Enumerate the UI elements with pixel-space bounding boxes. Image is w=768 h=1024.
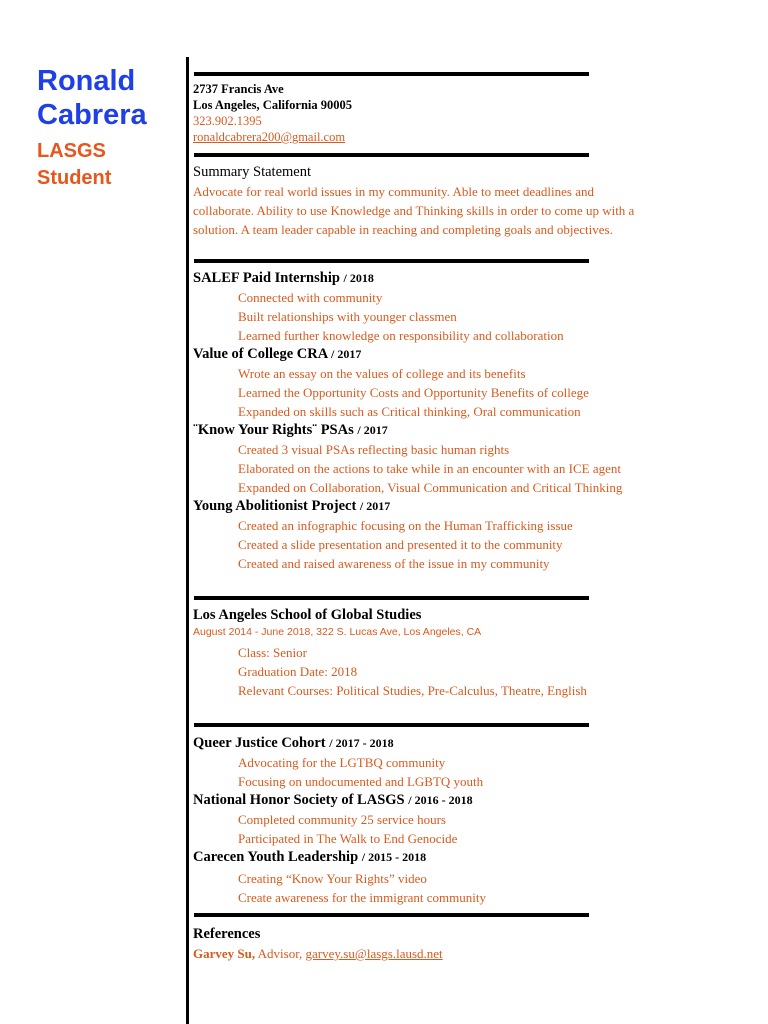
vertical-divider	[186, 57, 189, 1024]
experience-year: / 2018	[343, 271, 374, 285]
list-item: Graduation Date: 2018	[238, 664, 358, 679]
list-item: Expanded on Collaboration, Visual Communication and Critical Thinking	[238, 480, 623, 495]
list-item: Elaborated on the actions to take while in an encounter with an ICE agent	[238, 461, 622, 476]
summary-line: solution. A team leader capable in reaching and completing goals and objectives.	[193, 222, 613, 237]
reference-name: Garvey Su,	[193, 946, 256, 961]
section-rule	[194, 259, 589, 263]
list-item: Participated in The Walk to End Genocide	[238, 831, 458, 846]
list-item: Relevant Courses: Political Studies, Pre-Calculus, Theatre, English	[238, 683, 587, 698]
list-item: Connected with community	[238, 290, 383, 305]
section-rule	[194, 596, 589, 600]
last-name: Cabrera	[37, 99, 147, 131]
experience-year: / 2017	[359, 499, 391, 513]
resume-role	[37, 138, 177, 192]
list-item: Create awareness for the immigrant community	[238, 890, 487, 905]
references-heading: References	[193, 926, 261, 942]
section-rule	[194, 723, 589, 727]
experience-title: SALEF Paid Internship / 2018	[193, 270, 374, 286]
list-item: Creating “Know Your Rights” video	[238, 871, 427, 886]
activity-title: Carecen Youth Leadership / 2015 - 2018	[193, 849, 427, 865]
list-item: Completed community 25 service hours	[238, 812, 446, 827]
list-item: Built relationships with younger classmen	[238, 309, 457, 324]
city-address: Los Angeles, California 90005	[193, 98, 353, 112]
experience-title: Value of College CRA / 2017	[193, 346, 362, 362]
role-line-2: Student	[37, 167, 112, 189]
summary-heading: Summary Statement	[193, 164, 311, 180]
summary-line: Advocate for real world issues in my community. Able to meet deadlines and	[193, 184, 594, 199]
contact-section	[193, 81, 753, 145]
activity-title: National Honor Society of LASGS / 2016 - 2018	[193, 792, 473, 808]
resume-name	[37, 64, 177, 132]
list-item: Wrote an essay on the values of college and its benefits	[238, 366, 526, 381]
role-line-1: LASGS	[37, 140, 106, 162]
list-item: Created an infographic focusing on the Human Trafficking issue	[238, 518, 573, 533]
activity-title: Queer Justice Cohort / 2017 - 2018	[193, 735, 394, 751]
reference-email-link[interactable]: garvey.su@lasgs.lausd.net	[305, 946, 443, 961]
education-section	[193, 606, 753, 700]
section-rule	[194, 72, 589, 76]
reference-entry	[193, 944, 753, 963]
experience-year: / 2017	[357, 423, 388, 437]
list-item: Created and raised awareness of the issue in my community	[238, 556, 550, 571]
list-item: Advocating for the LGTBQ community	[238, 755, 446, 770]
activity-year: / 2016 - 2018	[408, 793, 473, 807]
list-item: Learned the Opportunity Costs and Opportunity Benefits of college	[238, 385, 589, 400]
email-link[interactable]: ronaldcabrera200@gmail.com	[193, 130, 346, 144]
reference-role: Advisor,	[255, 946, 306, 961]
references-section	[193, 925, 753, 963]
list-item: Created a slide presentation and presented it to the community	[238, 537, 563, 552]
experience-section	[193, 269, 753, 573]
section-rule	[194, 913, 589, 917]
list-item: Class: Senior	[238, 645, 307, 660]
activities-section	[193, 734, 753, 907]
school-name: Los Angeles School of Global Studies	[193, 607, 422, 623]
experience-title: ¨Know Your Rights¨ PSAs / 2017	[193, 422, 388, 438]
summary-line: collaborate. Ability to use Knowledge and Thinking skills in order to come up with a	[193, 203, 635, 218]
list-item: Expanded on skills such as Critical thinking, Oral communication	[238, 404, 581, 419]
experience-title: Young Abolitionist Project / 2017	[193, 498, 391, 514]
phone-number: 323.902.1395	[193, 114, 262, 128]
list-item: Created 3 visual PSAs reflecting basic human rights	[238, 442, 510, 457]
section-rule	[194, 153, 589, 157]
first-name: Ronald	[37, 65, 136, 97]
activity-year: / 2017 - 2018	[329, 736, 394, 750]
experience-year: / 2017	[331, 347, 362, 361]
summary-section	[193, 163, 753, 239]
list-item: Learned further knowledge on responsibility and collaboration	[238, 328, 564, 343]
activity-year: / 2015 - 2018	[361, 850, 427, 864]
school-dates-address: August 2014 - June 2018, 322 S. Lucas Ave, Los Angeles, CA	[193, 626, 482, 638]
street-address: 2737 Francis Ave	[193, 82, 284, 96]
list-item: Focusing on undocumented and LGBTQ youth	[238, 774, 484, 789]
